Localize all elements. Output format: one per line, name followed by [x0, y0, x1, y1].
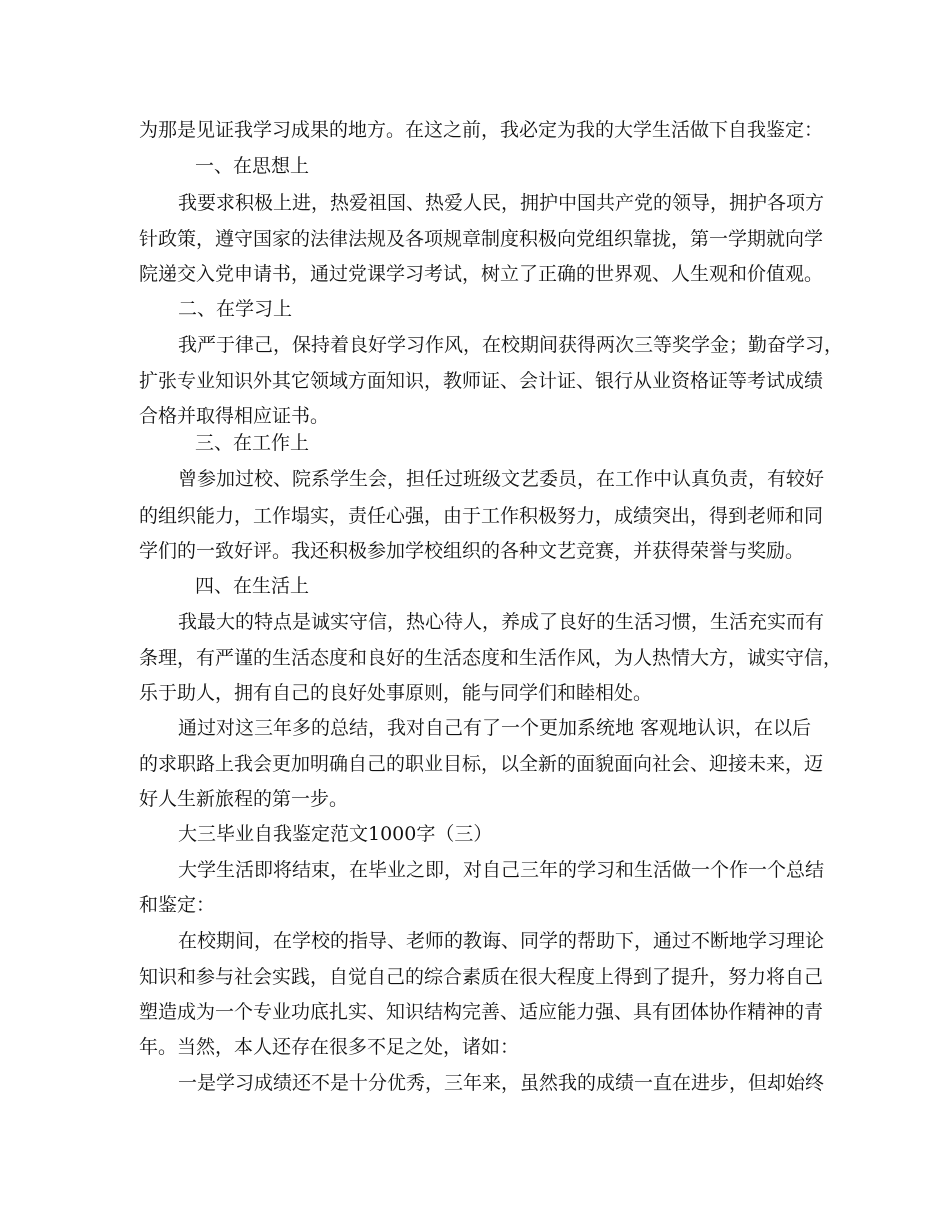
text-line-5: 院递交入党申请书，通过党课学习考试，树立了正确的世界观、人生观和价值观。 — [139, 263, 824, 285]
text-line-12: 的组织能力，工作塌实，责任心强，由于工作积极努力，成绩突出，得到老师和同 — [139, 505, 824, 527]
text-line-13: 学们的一致好评。我还积极参加学校组织的各种文艺竞赛，并获得荣誉与奖励。 — [139, 540, 805, 562]
text-line-26: 塑造成为一个专业功底扎实、知识结构完善、适应能力强、具有团体协作精神的青 — [139, 1001, 824, 1023]
text-line-9: 合格并取得相应证书。 — [139, 405, 330, 427]
text-line-3: 我要求积极上进，热爱祖国、热爱人民，拥护中国共产党的领导，拥护各项方 — [178, 192, 825, 214]
text-line-25: 知识和参与社会实践，自觉自己的综合素质在很大程度上得到了提升，努力将自己 — [139, 966, 824, 988]
text-line-28: 一是学习成绩还不是十分优秀，三年来，虽然我的成绩一直在进步，但却始终 — [178, 1072, 825, 1094]
text-line-18: 通过对这三年多的总结，我对自己有了一个更加系统地 客观地认识，在以后 — [178, 717, 812, 739]
text-line-7: 我严于律己，保持着良好学习作风，在校期间获得两次三等奖学金；勤奋学习， — [178, 334, 844, 356]
text-line-24: 在校期间，在学校的指导、老师的教诲、同学的帮助下，通过不断地学习理论 — [178, 930, 825, 952]
text-line-16: 条理，有严谨的生活态度和良好的生活态度和生活作风，为人热情大方，诚实守信， — [139, 647, 843, 669]
text-line-11: 曾参加过校、院系学生会，担任过班级文艺委员，在工作中认真负责，有较好 — [178, 468, 825, 490]
section-title-sample-three: 大三毕业自我鉴定范文1000字（三） — [178, 823, 493, 845]
section-heading-study: 二、在学习上 — [178, 298, 293, 320]
text-line-27: 年。当然，本人还存在很多不足之处，诸如： — [139, 1036, 520, 1058]
text-line-20: 好人生新旅程的第一步。 — [139, 788, 349, 810]
text-line-17: 乐于助人，拥有自己的良好处事原则，能与同学们和睦相处。 — [139, 682, 653, 704]
text-line-1: 为那是见证我学习成果的地方。在这之前，我必定为我的大学生活做下自我鉴定： — [139, 119, 824, 141]
text-line-15: 我最大的特点是诚实守信，热心待人，养成了良好的生活习惯，生活充实而有 — [178, 611, 825, 633]
section-heading-life: 四、在生活上 — [195, 575, 310, 597]
section-heading-work: 三、在工作上 — [195, 432, 310, 454]
text-line-4: 针政策，遵守国家的法律法规及各项规章制度积极向党组织靠拢，第一学期就向学 — [139, 228, 824, 250]
text-line-8: 扩张专业知识外其它领域方面知识，教师证、会计证、银行从业资格证等考试成绩 — [139, 370, 824, 392]
text-line-23: 和鉴定： — [139, 894, 216, 916]
text-line-22: 大学生活即将结束，在毕业之即，对自己三年的学习和生活做一个作一个总结 — [178, 859, 825, 881]
text-line-19: 的求职路上我会更加明确自己的职业目标，以全新的面貌面向社会、迎接未来，迈 — [139, 753, 824, 775]
section-heading-thought: 一、在思想上 — [195, 155, 310, 177]
